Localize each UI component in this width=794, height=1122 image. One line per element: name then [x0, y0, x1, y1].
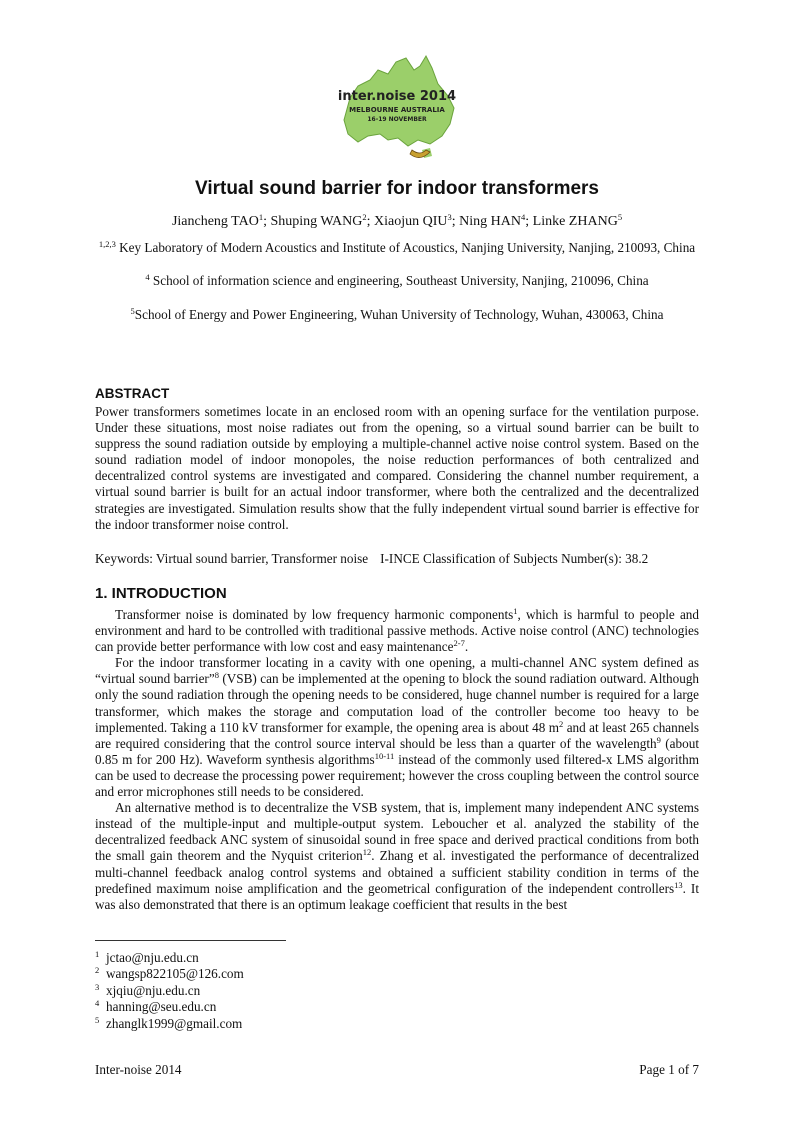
footer-page-number: Page 1 of 7: [639, 1062, 699, 1077]
citation-ref: 10-11: [374, 750, 395, 761]
text-run: , which is harmful to people and environment and hard to be controlled with traditional passive methods. Active noise control (ANC) technologies can provide better performance with low cost and easy maintenance: [95, 607, 699, 655]
footnote: 1 jctao@nju.edu.cn: [95, 949, 199, 965]
footnote: 3 xjqiu@nju.edu.cn: [95, 981, 201, 998]
keywords-text: Keywords: Virtual sound barrier, Transformer noise: [95, 551, 369, 566]
citation-ref: 9: [656, 734, 661, 745]
author-name: Linke ZHANG: [532, 214, 618, 229]
author-mark: 4: [521, 212, 526, 222]
author-name: Jiancheng TAO: [171, 214, 259, 229]
footnote-email: xjqiu@nju.edu.cn: [106, 982, 201, 998]
text-run: (VSB) can be implemented at the opening to block the sound radiation outward. Although only the sound radiation through the opening needs to be considered, huge channel number is required for a large transformer, which makes the storage and computation load of the controller become too heavy to be implemented. Taking a 110 kV transformer for example, the opening area is about 48 m: [95, 671, 700, 735]
author-mark: 3: [447, 212, 452, 222]
paragraph: [95, 607, 699, 655]
text-run: . Zhang et al. investigated the performance of decentralized multi-channel feedback analog control systems and obtained a sufficient stability condition in terms of the predefined maximum noise amplification and the geometrical configuration of the independent controllers: [95, 848, 699, 896]
affiliation-text: School of information science and engineering, Southeast University, Nanjing, 210096, China: [149, 273, 649, 288]
author-mark: 5: [617, 212, 623, 222]
affiliation-mark: 4: [145, 272, 150, 282]
classification-text: I-INCE Classification of Subjects Number(s): 38.2: [380, 551, 649, 566]
logo-line3: 16-19 NOVEMBER: [367, 116, 427, 123]
footnote-email: wangsp822105@126.com: [106, 966, 244, 982]
text-run: Transformer noise is dominated by low frequency harmonic components: [115, 607, 514, 622]
footer-conference: Inter-noise 2014: [95, 1062, 182, 1077]
footnote: 4 hanning@seu.edu.cn: [95, 998, 217, 1015]
text-run: For the indoor transformer locating in a cavity with one opening, a multi-channel ANC system defined as “virtual sound barrier”: [95, 655, 699, 687]
text-run: .: [464, 639, 469, 655]
superscript-exponent: 2: [559, 718, 564, 729]
footnote-email: jctao@nju.edu.cn: [106, 950, 199, 965]
affiliation-mark: 5: [130, 306, 135, 316]
citation-ref: 12: [362, 847, 372, 858]
citation-ref: 13: [674, 879, 683, 890]
author-name: Shuping WANG: [270, 214, 363, 229]
citation-ref: 8: [214, 670, 219, 681]
author-separator: ;: [525, 214, 533, 229]
author-separator: ;: [451, 214, 460, 229]
text-run: An alternative method is to decentralize the VSB system, that is, implement many independent ANC systems instead of the multiple-input and multiple-output system. Leboucher et al. analyzed the stability of the decentralized feedback ANC system of sinusoidal sound in free space and derived practical conditions from both the small gain theorem and the Nyquist criterion: [95, 800, 699, 864]
citation-ref: 1: [513, 606, 518, 616]
paper-title: Virtual sound barrier for indoor transformers: [194, 178, 599, 199]
abstract-text: Power transformers sometimes locate in an enclosed room with an opening surface for the ventilation purpose. Under these situations, most noise radiates out from the opening, so a virtual sound barrier can be built to suppress the sound radiation outside by employing a multiple-channel active noise control system. Based on the sound radiation model of indoor monopoles, the noise reduction performances of both centralized and decentralized control systems are investigated and compared. Considering the channel number requirement, a virtual sound barrier is built for an actual indoor transformer, where both the centralized and the decentralized strategies are investigated. Simulation results show that the fully independent virtual sound barrier is effective for the indoor transformer noise control.: [95, 404, 699, 532]
author-name: Ning HAN: [459, 214, 522, 229]
footnote-email: zhanglk1999@gmail.com: [106, 1015, 243, 1031]
affiliation: [0, 307, 794, 323]
logo-line2: MELBOURNE AUSTRALIA: [349, 106, 445, 114]
affiliation-mark: 1,2,3: [98, 239, 116, 249]
introduction-body: [95, 607, 699, 913]
author-separator: ;: [366, 214, 375, 229]
keywords-line: [95, 551, 648, 567]
logo-line1: inter.noise 2014: [337, 89, 457, 104]
text-run: . It was also demonstrated that there is an optimum leakage coefficient that results in the best: [95, 880, 699, 912]
affiliation: [0, 273, 794, 289]
affiliation: [0, 240, 794, 256]
affiliation-text: Key Laboratory of Modern Acoustics and Institute of Acoustics, Nanjing University, Nanjing, 210093, China: [115, 240, 696, 255]
author-name: Xiaojun QIU: [374, 214, 448, 229]
australia-map-logo: [322, 50, 472, 168]
author-mark: 2: [362, 212, 367, 222]
paragraph: [95, 800, 699, 913]
text-run: (about 0.85 m for 200 Hz). Waveform synthesis algorithms: [95, 735, 699, 767]
citation-ref: 2-7: [453, 638, 465, 649]
author-separator: ;: [263, 214, 271, 229]
conference-logo: [322, 50, 472, 168]
author-list: [0, 214, 794, 230]
abstract-heading: ABSTRACT: [95, 386, 170, 401]
introduction-heading: 1. INTRODUCTION: [95, 585, 227, 602]
paragraph: [95, 655, 699, 800]
author-mark: 1: [258, 212, 264, 222]
affiliation-text: School of Energy and Power Engineering, Wuhan University of Technology, Wuhan, 430063, China: [134, 307, 664, 322]
footnote-divider: [95, 940, 286, 941]
text-run: and at least 265 channels are required considering that the control source interval should be less than a quarter of the wavelength: [95, 719, 699, 751]
footnote-email: hanning@seu.edu.cn: [106, 999, 217, 1015]
text-run: instead of the commonly used filtered-x LMS algorithm can be used to decrease the processing power requirement; however the cross coupling between the control source and error microphones still needs to be considered.: [95, 751, 699, 800]
footnotes: [95, 950, 244, 1032]
footnote: 2 wangsp822105@126.com: [95, 965, 244, 982]
footnote: 5 zhanglk1999@gmail.com: [95, 1014, 243, 1031]
